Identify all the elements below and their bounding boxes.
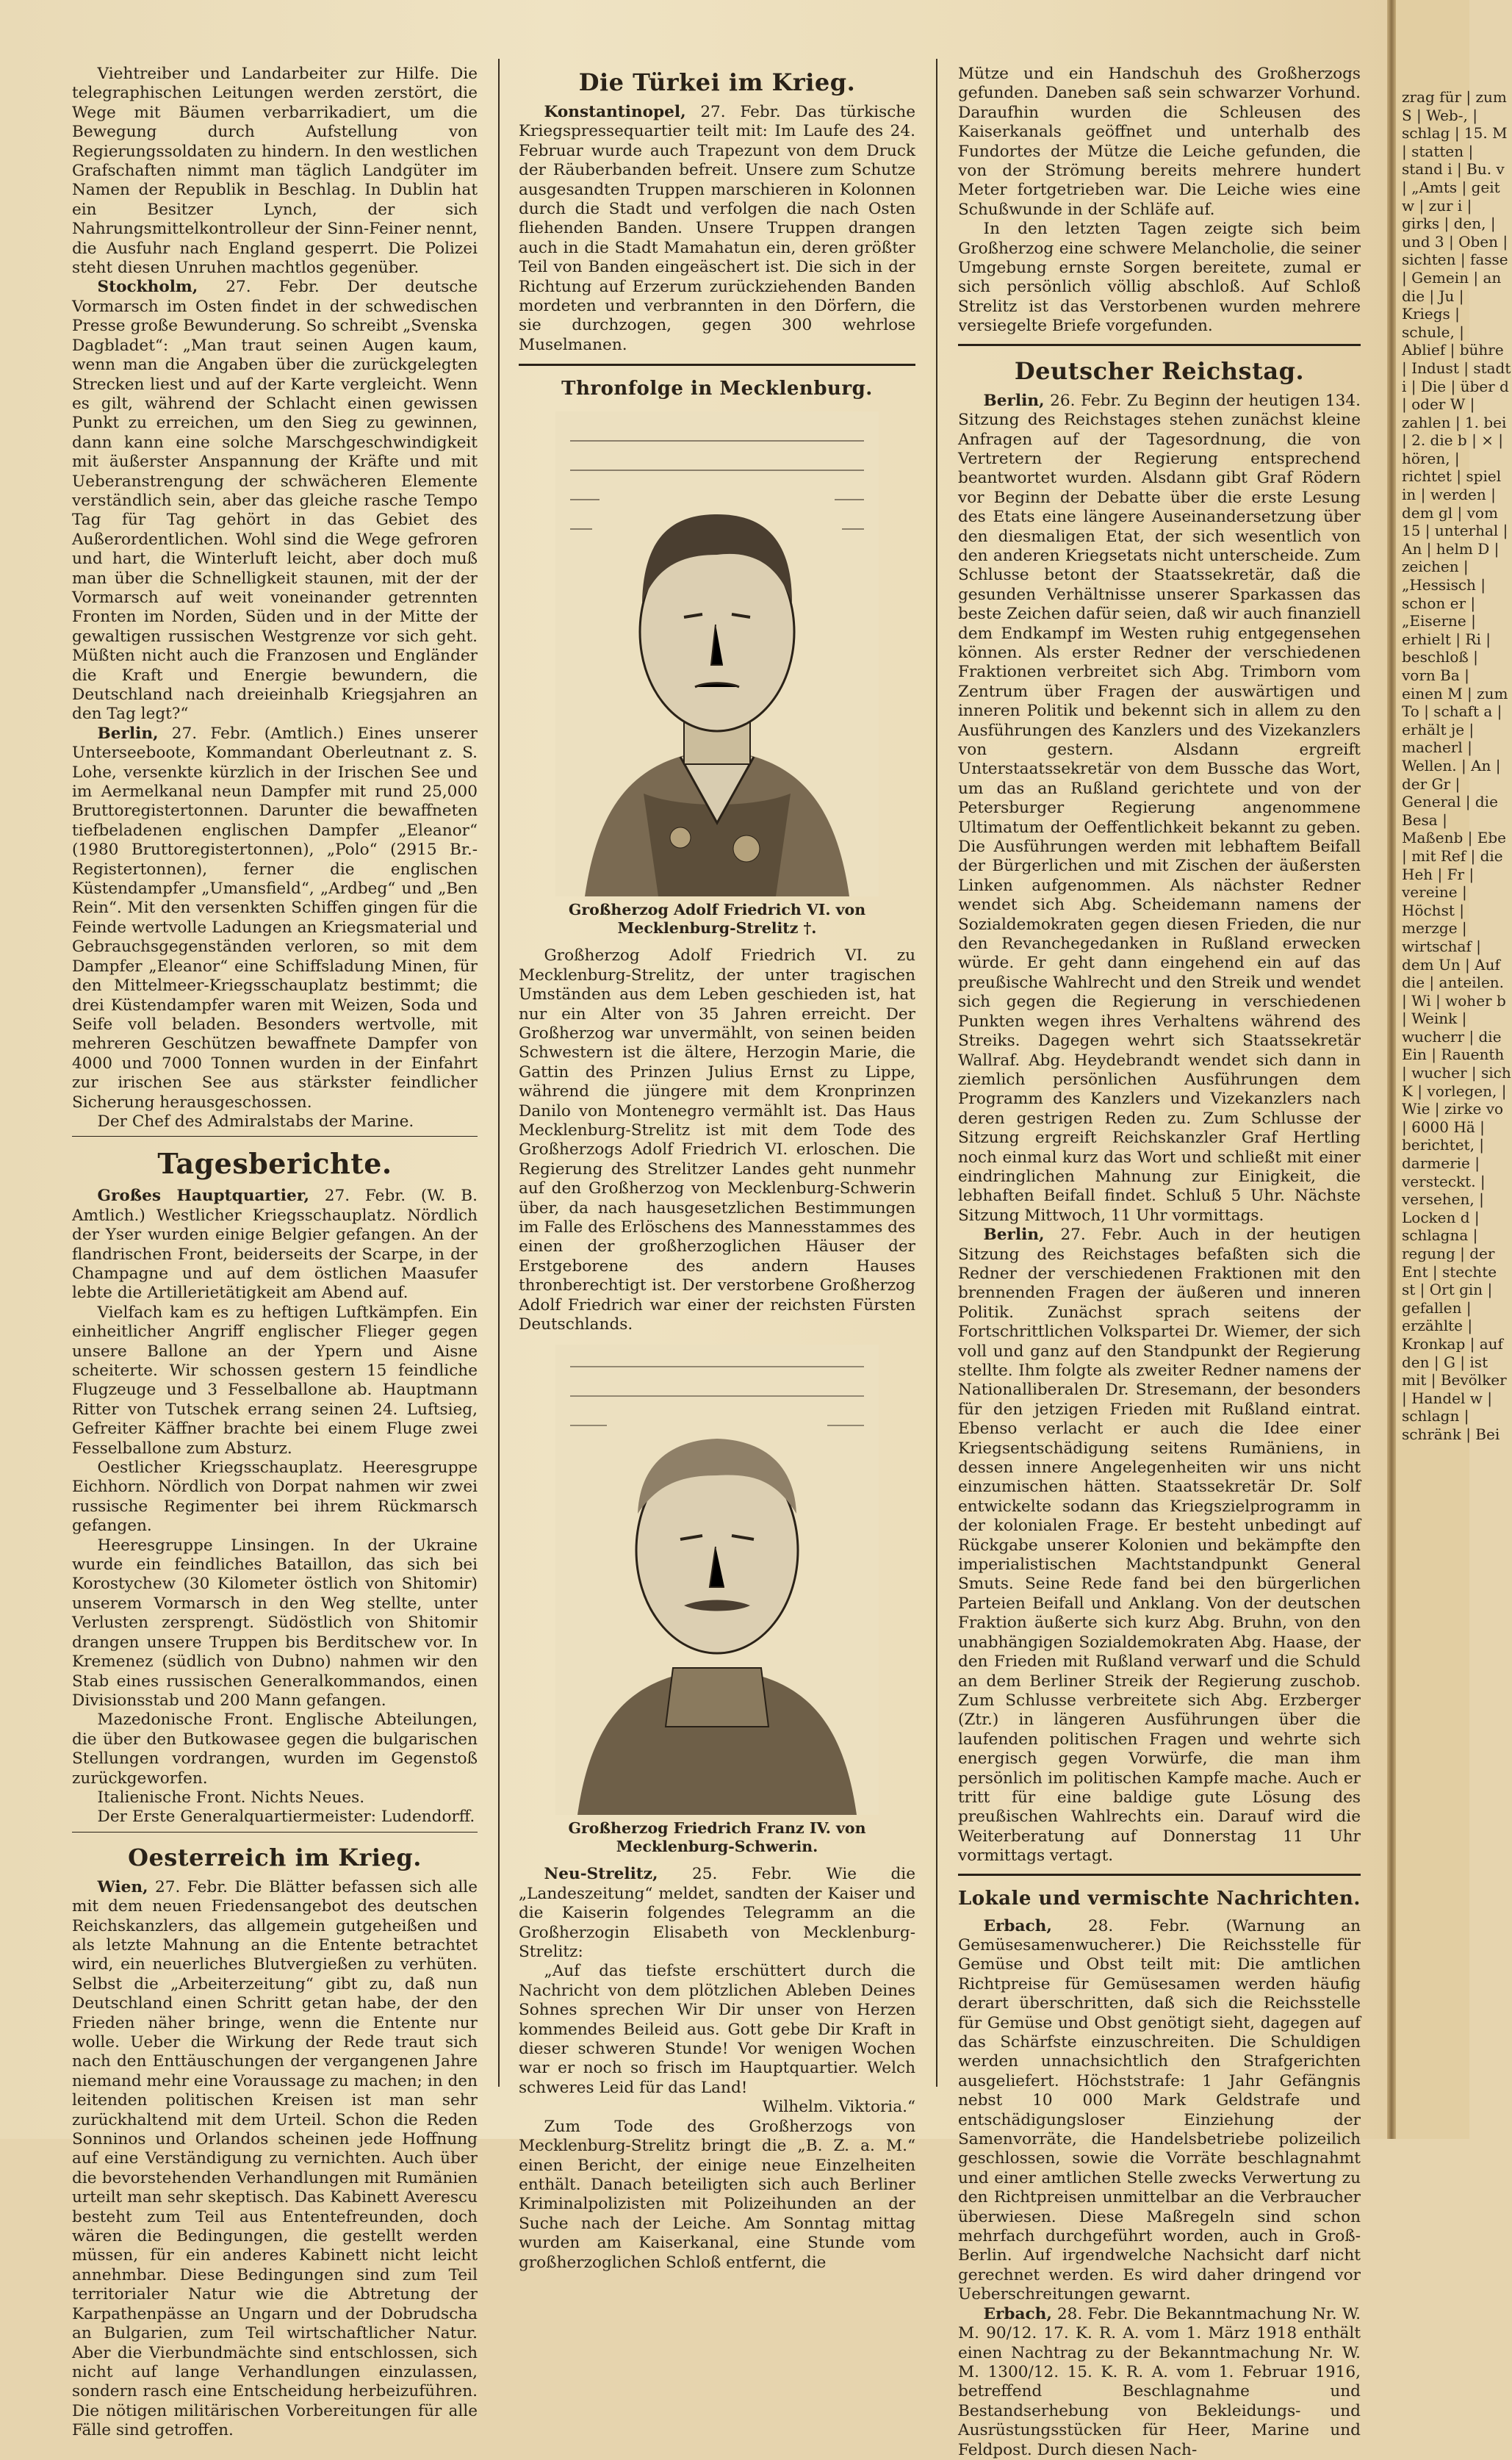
macedonian-front-report: Mazedonische Front. Englische Abteilungen, die über den Butkowasee gegen die bulgarischen Stellungen vordrangen, wurden im Gegenstoß zurückgeworfen. — [72, 1711, 478, 1788]
erbach-seed-warning: Erbach, 28. Febr. (Warnung an Gemüsesamenwucherer.) Die Reichsstelle für Gemüse und Obst teilt mit: Die amtlichen Richtpreise für Gemüsesamen werden häufig derart überschritten, daß sich die Reichsstelle für Gemüse und Obst genötigt sieht, dagegen auf das Schärfste einzuschreiten. Die Schuldigen werden unnachsichtlich den Strafgerichten ausgeliefert. Höchststrafe: 1 Jahr Gefängnis nebst 10 000 Mark Geldstrafe und entschädigungsloser Einziehung der Samenvorräte, die Handelsbetriebe polizeilich geschlossen, sowie die Vorräte beschlagnahmt und einer amtlichen Stelle zwecks Verwertung zu den Richtpreisen unmittelbar an die Verbraucher überwiesen. Diese Maßregeln sind schon mehrfach durchgeführt worden, auch in Groß-Berlin. Auf irgendwelche Nachsicht darf nicht gerechnet werden. Es wird daher dringend vor Ueberschreitungen gewarnt. — [958, 1916, 1361, 2304]
dateline: Erbach, — [983, 1916, 1052, 1935]
column-rule — [936, 59, 937, 2087]
portrait-adolf-friedrich — [519, 411, 915, 896]
linsingen-report: Heeresgruppe Linsingen. In der Ukraine wurde ein feindliches Bataillon, das sich bei Korostychew (30 Kilometer östlich von Shitomir) unserem Vormarsch in den Weg stellte, unter Verlusten zersprengt. Südöstlich von Shitomir drangen unsere Truppen bis Berditschew vor. In Kremenez (südlich von Dubno) nahmen wir den Stab eines russischen Generalkommandos, einen Divisionsstab und 200 Mann gefangen. — [72, 1536, 478, 1710]
admiralty-signature: Der Chef des Admiralstabs der Marine. — [97, 1112, 414, 1131]
hq-report: Großes Hauptquartier, 27. Febr. (W. B. Amtlich.) Westlicher Kriegsschauplatz. Nördlich der Yser wurden einige Belgier gefangen. An der flandrischen Front, beiderseits der Scarpe, in der Champagne und auf dem östlichen Maasufer lebte die Artillerietätigkeit am Abend auf. — [72, 1187, 478, 1303]
heading-lokales: Lokale und vermischte Nachrichten. — [958, 1887, 1361, 1910]
air-combat-report: Vielfach kam es zu heftigen Luftkämpfen. Ein einheitlicher Angriff englischer Flieger gegen unsere Ballone an der Ypern und Aisne scheiterte. Wir schossen gestern 15 feindliche Flugzeuge und 3 Fesselballone ab. Hauptmann Ritter von Tutschek errang seinen 24. Luftsieg, Gefreiter Käffner brachte bei einem Fluge zwei Fesselballone zum Absturz. — [72, 1303, 478, 1458]
dateline: Stockholm, — [97, 278, 198, 297]
berlin-admiralty-report: Berlin, 27. Febr. (Amtlich.) Eines unserer Unterseeboote, Kommandant Oberleutnant z. S. Lohe, versenkte kürzlich in der Irischen See und im Aermelkanal neun Dampfer mit rund 25,000 Bruttoregistertonnen. Darunter die bewaffneten tiefbeladenen englischen Dampfer „Eleanor“ (1980 Bruttoregistertonnen), „Polo“ (2915 Br.-Registertonnen), ferner die englischen Küstendampfer „Umansfield“, „Ardbeg“ und „Ben Rein“. Mit den versenkten Schiffen gingen für die Feinde wertvolle Ladungen an Kriegsmaterial und Gebrauchsgegenständen verloren, so mit dem Dampfer „Eleanor“ eine Schiffsladung Minen, für den Mittelmeer-Kriegsschauplatz bestimmt; die drei Küstendampfer waren mit Weizen, Soda und Seife voll beladen. Besonders wertvolle, mit mehreren Geschützen bewaffnete Dampfer von 4000 und 7000 Tonnen wurden in der Einfahrt zur irischen See aus stärkster feindlicher Sicherung herausgeschossen. — [72, 724, 478, 1112]
stockholm-report: Stockholm, 27. Febr. Der deutsche Vormarsch im Osten findet in der schwedischen Presse große Bewunderung. So schreibt „Svenska Dagbladet“: „Man traut seinen Augen kaum, wenn man die Angaben über die zurückgelegten Strecken liest und auf der Karte vergleicht. Wenn es gilt, während der Schlacht einen gewissen Punkt zu erreichen, um den Sieg zu gewinnen, dann kann eine solche Marschgeschwindigkeit mit äußerster Anspannung der Kräfte und mit Ueberanstrengung der schwächeren Elemente verständlich sein, aber das gleiche rasche Tempo Tag für Tag gehört in das Gebiet des Außerordentlichen. Wohl sind die Wege gefroren und hart, die Winterluft leicht, aber doch muß man über die Schnelligkeit staunen, mit der der Vormarsch auf weit voneinander getrennten Fronten im Norden, Süden und in der Mitte der gewaltigen russischen Westgrenze vor sich geht. Müßten nicht auch die Franzosen und Engländer die Kraft und Energie bewundern, die Deutschland nach dreieinhalb Kriegsjahren an den Tag legt?“ — [72, 278, 478, 724]
dateline: Erbach, — [983, 2304, 1052, 2323]
grand-duke-search-report: Mütze und ein Handschuh des Großherzogs gefunden. Daneben saß sein schwarzer Vorhund. Daraufhin wurden die Schleusen des Kaiserkanals geöffnet und unterhalb des Fundortes der Mütze die Leiche gefunden, die von der Strömung bereits mehrere hundert Meter fortgetrieben war. Die Leiche wies eine Schußwunde in der Schläfe auf. — [958, 65, 1361, 219]
constantinople-report: Konstantinopel, 27. Febr. Das türkische Kriegspressequartier teilt mit: Im Laufe des 24. Februar wurde auch Trapezunt von dem Druck der Räuberbanden befreit. Unsere zum Schutze ausgesandten Truppen marschieren in Kolonnen durch die Stadt und verfolgen die nach Osten fliehenden Banden. Unsere Truppen drangen auch in die Stadt Mamahatun ein, deren größter Teil von Banden eingeäschert ist. Die sich in der Richtung auf Erzerum zurückziehenden Banden mordeten und verbrannten in den Dörfern, die sie durchzogen, gegen 300 wehrlose Muselmanen. — [519, 103, 915, 354]
column-4-fragments: zrag für | zum S | Web-, | schlag | 15. M | statten | stand i | Bu. v | „Amts | geit w | zur i | girks | den, | und 3 | Oben | sichten | fasse | Gemein | an die | Ju | Kriegs | schule, | Ablief | bühre | Indust | stadt i | Die | über d | oder W | zahlen | 1. bei | 2. die b | × | hören, | richtet | spiel in | werden | dem gl | vom 15 | unterhal | An | helm D | zeichen | „Hessisch | schon er | „Eiserne | erhielt | Ri | beschloß | vorn Ba | einen M | zum To | schaft a | erhält je | macherl | Wellen. | An | der Gr | General | die Besa | Maßenb | Ebe | mit Ref | die Heh | Fr | vereine | Höchst | merzge | wirtschaf | dem Un | Auf die | anteilen. | Wi | woher b | Weink | wucherr | die Ein | Rauenth | wucher | sich K | vorlegen, | Wie | zirke vo | 6000 Hä | berichtet, | darmerie | versteckt. | versehen, | Locken d | schlagna | regung | der Ent | stechte st | Ort gin | gefallen | erzählte | Kronkap | auf den | G | ist mit | Bevölker | Handel w | schlagn | schränk | Bei — [1402, 88, 1511, 1443]
heading-reichstag: Deutscher Reichstag. — [1014, 356, 1305, 385]
telegram-signature: Wilhelm. Viktoria.“ — [762, 2098, 915, 2117]
adjacent-page-strip — [1396, 0, 1511, 2139]
portrait-illustration-1 — [555, 411, 879, 896]
reichstag-session-27: Berlin, 27. Febr. Auch in der heutigen Sitzung des Reichstages befaßten sich die Redner der verschiedenen Fraktionen mit den brennenden Fragen der äußeren und inneren Politik. Zunächst sprach seitens der Fortschrittlichen Volkspartei Dr. Wiemer, der sich voll und ganz auf den Standpunkt der Regierung stellte. Ihm folgte als zweiter Redner namens der Nationalliberalen Dr. Stresemann, der besonders für den jetzigen Frieden mit Rußland eintrat. Ebenso verlacht er auch die Idee einer Kriegsentschädigung seitens Rumäniens, in dessen innere Angelegenheiten wir uns nicht einzumischen hätten. Staatssekretär Dr. Solf entwickelte sodann das Kriegszielprogramm in der kolonialen Frage. Er besteht unbedingt auf Rückgabe unserer Kolonien und bekämpfte den imperialistischen Machtstandpunkt General Smuts. Seine Rede fand bei den bürgerlichen Parteien Beifall und Anklang. Von der deutschen Fraktion äußerte sich kurz Abg. Bruhn, von den unabhängigen Sozialdemokraten Abg. Haase, der den Frieden mit Rußland verwarf und die Schuld an dem Berliner Streik der Regierung zuschob. Zum Schlusse verbreitete sich Abg. Erzberger (Ztr.) in längeren Ausführungen über die laufenden politischen Fragen und wehrte sich energisch gegen Vorwürfe, die man ihm persönlich im politischen Kampfe mache. Auch er tritt für eine baldige gute Lösung des preußischen Wahlrechts ein. Darauf wird die Weiterberatung auf Donnerstag 11 Uhr vormittags vertagt. — [958, 1226, 1361, 1866]
dateline: Berlin, — [983, 391, 1045, 410]
heading-tagesberichte: Tagesberichte. — [157, 1147, 392, 1181]
kaiser-telegram: „Auf das tiefste erschüttert durch die Nachricht von dem plötzlichen Ableben Deines Sohnes sprechen Wir Dir unser von Herzen kommendes Beileid aus. Gott gebe Dir Kraft in dieser schweren Stunde! Vor wenigen Wochen war er noch so frisch im Hauptquartier. Welch schweres Leid für das Land! — [519, 1962, 915, 2097]
column-1 — [72, 65, 478, 2440]
dateline: Großes Hauptquartier, — [97, 1187, 310, 1206]
portrait-caption-2: Großherzog Friedrich Franz IV. von Mecklenburg-Schwerin. — [568, 1819, 866, 1856]
ludendorff-signature: Der Erste Generalquartiermeister: Ludendorff. — [97, 1808, 475, 1827]
heading-tuerkei: Die Türkei im Krieg. — [578, 68, 856, 96]
neustrelitz-report: Neu-Strelitz, 25. Febr. Wie die „Landeszeitung“ meldet, sandten der Kaiser und die Kaiserin folgendes Telegramm an die Großherzogin Elisabeth von Mecklenburg-Strelitz: — [519, 1865, 915, 1962]
italian-front-report: Italienische Front. Nichts Neues. — [97, 1788, 365, 1807]
column-3 — [958, 65, 1361, 2459]
ireland-report: Viehtreiber und Landarbeiter zur Hilfe. Die telegraphischen Leitungen werden zerstört, die Wege mit Bäumen verbarrikadiert, um die Bewegung durch Aufstellung von Regierungssoldaten zu hindern. In den westlichen Grafschaften nimmt man täglich Landgüter im Namen der Republik in Beschlag. In Dublin hat ein Besitzer Lynch, der sich Nahrungsmittelkontrolleur der Sinn-Feiner nennt, die Ausfuhr nach England gesperrt. Die Polizei steht diesen Unruhen machtlos gegenüber. — [72, 65, 478, 278]
section-divider — [72, 1136, 478, 1137]
dateline: Neu-Strelitz, — [544, 1865, 658, 1884]
dateline: Wien, — [97, 1877, 148, 1896]
dateline: Berlin, — [97, 724, 159, 743]
page-gutter — [1387, 0, 1396, 2139]
section-divider — [958, 344, 1361, 346]
dateline: Konstantinopel, — [544, 103, 686, 121]
mecklenburg-article: Großherzog Adolf Friedrich VI. zu Mecklenburg-Strelitz, der unter tragischen Umständen aus dem Leben geschieden ist, hat nur ein Alter von 35 Jahren erreicht. Der Großherzog war unvermählt, von seinen beiden Schwestern ist die ältere, Herzogin Marie, die Gattin des Prinzen Julius Ernst zu Lippe, während die jüngere mit dem Kronprinzen Danilo von Montenegro vermählt ist. Das Haus Mecklenburg-Strelitz ist mit dem Tode des Großherzogs Adolf Friedrich VI. erloschen. Die Regierung des Strelitzer Landes geht nunmehr auf den Großherzog von Mecklenburg-Schwerin über, da nach hausgesetzlichen Bestimmungen im Falle des Erlöschens des Mannesstammes des einen der großherzoglichen Häuser der Erstgeborene des andern Hauses thronberechtigt ist. Der verstorbene Großherzog Adolf Friedrich war einer der reichsten Fürsten Deutschlands. — [519, 946, 915, 1334]
heading-thronfolge: Thronfolge in Mecklenburg. — [561, 378, 873, 400]
portrait-illustration-2 — [555, 1345, 879, 1815]
section-divider — [519, 364, 915, 366]
portrait-caption-1: Großherzog Adolf Friedrich VI. von Mecklenburg-Strelitz †. — [568, 901, 866, 938]
dateline: Berlin, — [983, 1226, 1045, 1245]
column-2 — [519, 65, 915, 2272]
eastern-front-report: Oestlicher Kriegsschauplatz. Heeresgruppe Eichhorn. Nördlich von Dorpat nahmen wir zwei russische Regimenter bei ihrem Rückmarsch gefangen. — [72, 1459, 478, 1536]
heading-oesterreich: Oesterreich im Krieg. — [128, 1843, 422, 1871]
section-divider — [958, 1874, 1361, 1876]
portrait-friedrich-franz — [519, 1345, 915, 1815]
vienna-report: Wien, 27. Febr. Die Blätter befassen sich alle mit dem neuen Friedensangebot des deutschen Reichskanzlers, das allgemein gutgeheißen und als letzte Mahnung an die Entente betrachtet wird, ein neuerliches Blutvergießen zu verhüten. Selbst die „Arbeiterzeitung“ gibt zu, daß nun Deutschland einen Schritt getan habe, der den Frieden näher bringe, wenn die Entente nur wolle. Ueber die Wirkung der Rede traut sich nach den Enttäuschungen der vergangenen Jahre niemand mehr eine Voraussage zu machen; in den leitenden politischen Kreisen ist man sehr zurückhaltend mit dem Urteil. Schon die Reden Sonninos und Orlandos scheinen jede Hoffnung auf eine Verständigung zu vernichten. Auch über die bevorstehenden Verhandlungen mit Rumänien urteilt man sehr skeptisch. Das Kabinett Averescu besteht zum Teil aus Ententefreunden, doch wären die Bedingungen, die gestellt werden müssen, für ein anderes Kabinett nicht leicht annehmbar. Diese Bedingungen sind zum Teil territorialer Natur wie die Abtretung der Karpathenpässe an Ungarn und der Dobrudscha an Bulgarien, zum Teil wirtschaftlicher Natur. Aber die Vierbundmächte sind entschlossen, sich nicht auf lange Verhandlungen einzulassen, sondern rasch eine Entscheidung herbeizuführen. Die nötigen militärischen Vorbereitungen für alle Fälle sind getroffen. — [72, 1877, 478, 2440]
column-rule — [498, 59, 500, 2087]
erbach-announcement: Erbach, 28. Febr. Die Bekanntmachung Nr. W. M. 90/12. 17. K. R. A. vom 1. März 1918 enthält einen Nachtrag zu der Bekanntmachung Nr. W. M. 1300/12. 15. K. R. A. vom 1. Februar 1916, betreffend Beschlagnahme und Bestandserhebung von Bekleidungs- und Ausrüstungsstücken für Heer, Marine und Feldpost. Durch diesen Nach- — [958, 2304, 1361, 2459]
section-divider — [72, 1832, 478, 1833]
melancholy-report: In den letzten Tagen zeigte sich beim Großherzog eine schwere Melancholie, die seiner Umgebung ernste Sorgen bereitete, zumal er sich persönlich völlig abschloß. Auf Schloß Strelitz ist das Verstorbenen wurden mehrere versiegelte Briefe vorgefunden. — [958, 220, 1361, 336]
reichstag-session-26: Berlin, 26. Febr. Zu Beginn der heutigen 134. Sitzung des Reichstages stehen zunächst kleine Anfragen auf der Tagesordnung, die von Vertretern der Regierung entsprechend beantwortet wurden. Alsdann gibt Graf Rödern vor Beginn der Debatte über die erste Lesung des Etats eine längere Auseinandersetzung über den diesmaligen Etat, der sich wesentlich von den anderen Kriegsetats nicht unterscheide. Zum Schlusse betont der Staatssekretär, daß die gesunden Verhältnisse unserer Sparkassen das beste Zeichen dafür seien, daß wir auch finanziell dem Endkampf im Westen ruhig entgegensehen können. Als erster Redner der verschiedenen Fraktionen verbreitet sich Abg. Trimborn vom Zentrum über Fragen der auswärtigen und inneren Politik und bekennt sich in allem zu den Ausführungen des Kanzlers und des Vizekanzlers von gestern. Alsdann ergreift Unterstaatssekretär von dem Bussche das Wort, um das an Rußland gerichtete und von der Petersburger Regierung angenommene Ultimatum der Oeffentlichkeit bekannt zu geben. Die Ausführungen werden mit lebhaftem Beifall der Bürgerlichen und mit Zischen der äußersten Linken aufgenommen. Als nächster Redner wendet sich Abg. Scheidemann namens der Sozialdemokraten gegen diesen Frieden, die nur den Revanchegedanken in Rußland erwecken würde. Er geht dann eingehend ein auf das preußische Wahlrecht und den Streik und wendet sich gegen die Regierung in verschiedenen Punkten wegen ihres Verhaltens während des Streiks. Dagegen wehrt sich Staatssekretär Wallraf. Abg. Heydebrandt wendet sich dann in ziemlich persönlichen Ausführungen dem Programm des Kanzlers und Vizekanzlers nach deren gestrigen Reden zu. Zum Schlusse der Sitzung ergreift Reichskanzler Graf Hertling noch einmal kurz das Wort und schließt mit einer eindringlichen Mahnung zur Einigkeit, die lebhaften Beifall findet. Schluß 5 Uhr. Nächste Sitzung Mittwoch, 11 Uhr vormittags. — [958, 391, 1361, 1225]
death-report: Zum Tode des Großherzogs von Mecklenburg-Strelitz bringt die „B. Z. a. M.“ einen Bericht, der einige neue Einzelheiten enthält. Danach beteiligten sich auch Berliner Kriminalpolizisten mit Polizeihunden an der Suche nach der Leiche. Am Sonntag mittag wurden am Kaiserkanal, eine Stunde vom großherzoglichen Schloß entfernt, die — [519, 2117, 915, 2272]
